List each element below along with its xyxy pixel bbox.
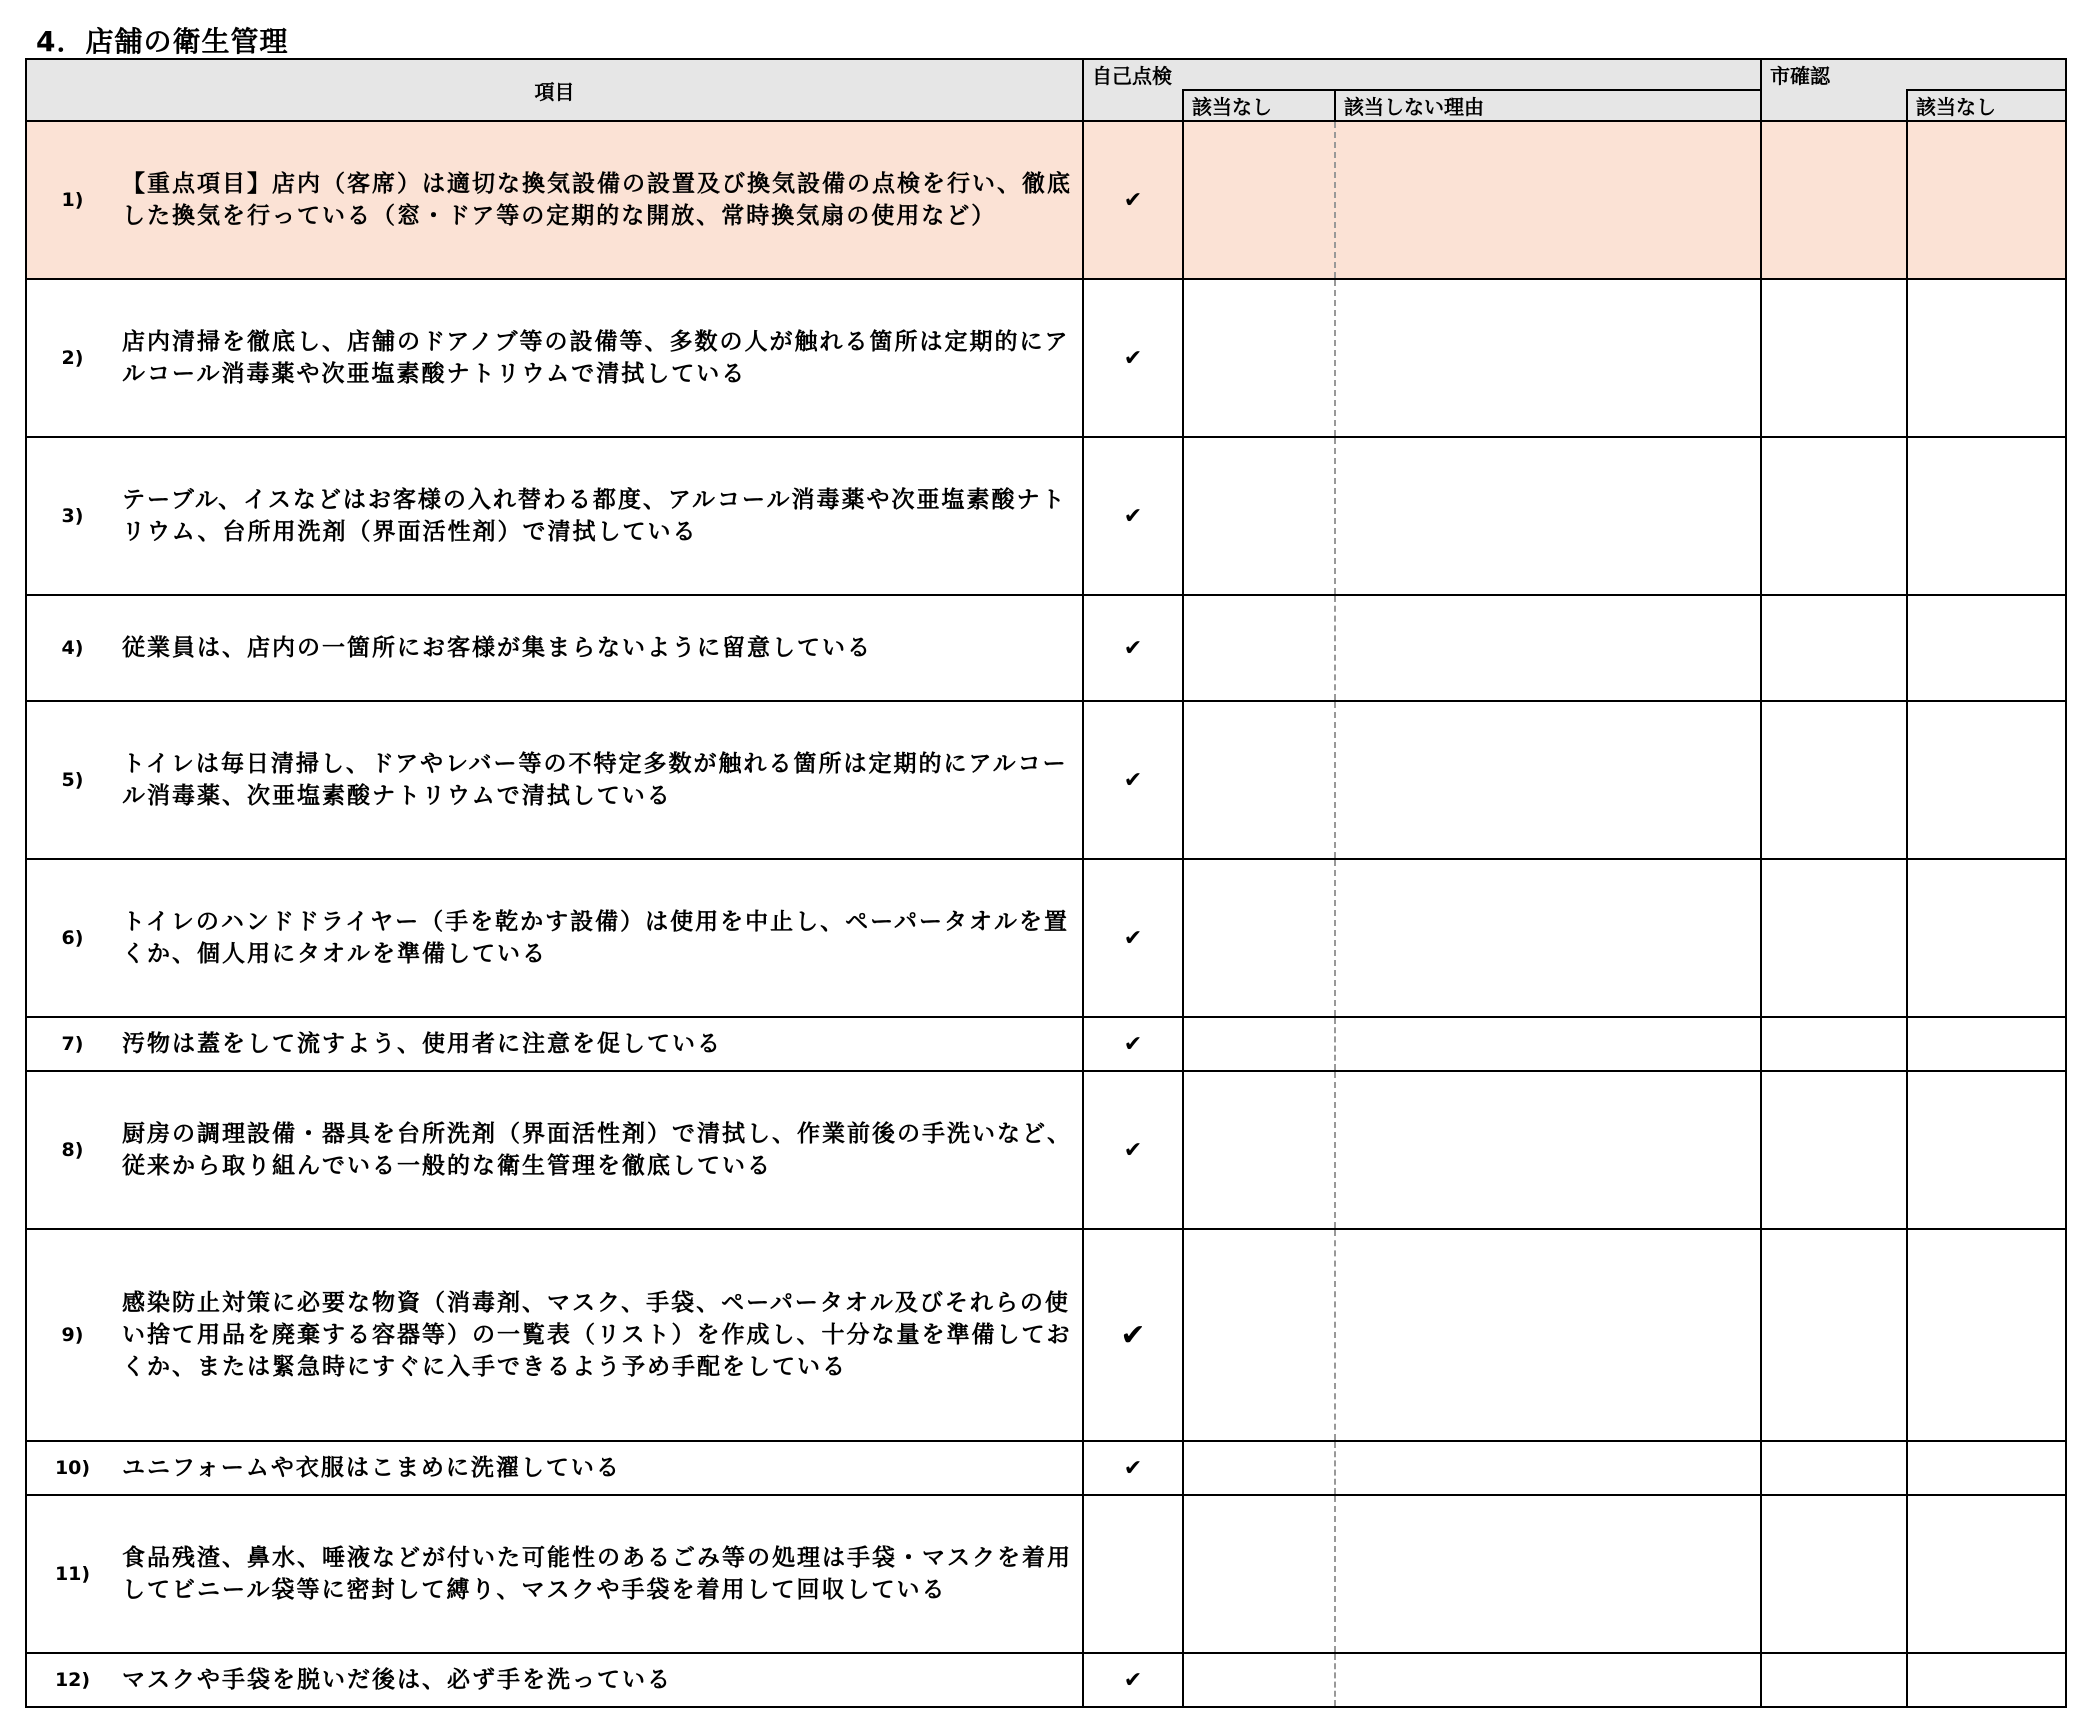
city-check-cell[interactable] xyxy=(1761,1653,1907,1707)
city-not-applicable-cell[interactable] xyxy=(1907,121,2066,279)
self-not-applicable-cell[interactable] xyxy=(1183,1071,1335,1229)
self-not-applicable-cell[interactable] xyxy=(1183,1495,1335,1653)
city-not-applicable-cell[interactable] xyxy=(1907,279,2066,437)
row-number: 5) xyxy=(26,701,118,859)
city-not-applicable-cell[interactable] xyxy=(1907,701,2066,859)
row-text: テーブル、イスなどはお客様の入れ替わる都度、アルコール消毒薬や次亜塩素酸ナトリウム、台所用洗剤（界面活性剤）で清拭している xyxy=(118,437,1083,595)
reason-cell[interactable] xyxy=(1335,437,1761,595)
city-not-applicable-cell[interactable] xyxy=(1907,1495,2066,1653)
self-check-mark[interactable]: ✔ xyxy=(1083,1071,1183,1229)
self-check-mark[interactable]: ✔ xyxy=(1083,279,1183,437)
city-not-applicable-cell[interactable] xyxy=(1907,595,2066,701)
reason-cell[interactable] xyxy=(1335,1441,1761,1495)
row-text: ユニフォームや衣服はこまめに洗濯している xyxy=(118,1441,1083,1495)
row-text: 食品残渣、鼻水、唾液などが付いた可能性のあるごみ等の処理は手袋・マスクを着用してビニール袋等に密封して縛り、マスクや手袋を着用して回収している xyxy=(118,1495,1083,1653)
reason-cell[interactable] xyxy=(1335,1017,1761,1071)
self-not-applicable-cell[interactable] xyxy=(1183,121,1335,279)
self-check-mark[interactable]: ✔ xyxy=(1083,1017,1183,1071)
self-not-applicable-cell[interactable] xyxy=(1183,1229,1335,1441)
row-text: トイレは毎日清掃し、ドアやレバー等の不特定多数が触れる箇所は定期的にアルコール消毒薬、次亜塩素酸ナトリウムで清拭している xyxy=(118,701,1083,859)
table-row xyxy=(26,437,2066,595)
self-check-mark[interactable]: ✔ xyxy=(1083,1229,1183,1441)
city-check-cell[interactable] xyxy=(1761,859,1907,1017)
header-self-not-applicable: 該当なし xyxy=(1183,90,1335,121)
row-number: 9) xyxy=(26,1229,118,1441)
self-check-mark[interactable]: ✔ xyxy=(1083,437,1183,595)
row-number: 4) xyxy=(26,595,118,701)
row-number: 11) xyxy=(26,1495,118,1653)
reason-cell[interactable] xyxy=(1335,1653,1761,1707)
table-row xyxy=(26,121,2066,279)
city-not-applicable-cell[interactable] xyxy=(1907,1653,2066,1707)
self-not-applicable-cell[interactable] xyxy=(1183,1653,1335,1707)
header-item: 項目 xyxy=(26,59,1083,121)
city-check-cell[interactable] xyxy=(1761,1495,1907,1653)
row-text: 厨房の調理設備・器具を台所洗剤（界面活性剤）で清拭し、作業前後の手洗いなど、従来から取り組んでいる一般的な衛生管理を徹底している xyxy=(118,1071,1083,1229)
self-not-applicable-cell[interactable] xyxy=(1183,701,1335,859)
header-city-blank xyxy=(1761,90,1907,121)
city-check-cell[interactable] xyxy=(1761,701,1907,859)
reason-cell[interactable] xyxy=(1335,701,1761,859)
row-number: 8) xyxy=(26,1071,118,1229)
table-row xyxy=(26,701,2066,859)
self-check-mark[interactable] xyxy=(1083,1495,1183,1653)
self-check-mark[interactable]: ✔ xyxy=(1083,1653,1183,1707)
city-not-applicable-cell[interactable] xyxy=(1907,1071,2066,1229)
self-not-applicable-cell[interactable] xyxy=(1183,1441,1335,1495)
table-row xyxy=(26,1071,2066,1229)
row-text: マスクや手袋を脱いだ後は、必ず手を洗っている xyxy=(118,1653,1083,1707)
self-check-mark[interactable]: ✔ xyxy=(1083,1441,1183,1495)
self-check-mark[interactable]: ✔ xyxy=(1083,595,1183,701)
self-check-mark[interactable]: ✔ xyxy=(1083,121,1183,279)
table-row xyxy=(26,1495,2066,1653)
reason-cell[interactable] xyxy=(1335,1495,1761,1653)
city-check-cell[interactable] xyxy=(1761,595,1907,701)
self-not-applicable-cell[interactable] xyxy=(1183,859,1335,1017)
city-check-cell[interactable] xyxy=(1761,1017,1907,1071)
city-not-applicable-cell[interactable] xyxy=(1907,1017,2066,1071)
row-text: トイレのハンドドライヤー（手を乾かす設備）は使用を中止し、ペーパータオルを置くか、個人用にタオルを準備している xyxy=(118,859,1083,1017)
self-not-applicable-cell[interactable] xyxy=(1183,437,1335,595)
table-row xyxy=(26,1441,2066,1495)
table-row xyxy=(26,1017,2066,1071)
row-number: 2) xyxy=(26,279,118,437)
hygiene-checklist-table xyxy=(25,58,2067,1708)
table-row xyxy=(26,595,2066,701)
city-not-applicable-cell[interactable] xyxy=(1907,437,2066,595)
reason-cell[interactable] xyxy=(1335,121,1761,279)
row-text: 【重点項目】店内（客席）は適切な換気設備の設置及び換気設備の点検を行い、徹底した換気を行っている（窓・ドア等の定期的な開放、常時換気扇の使用など） xyxy=(118,121,1083,279)
table-row xyxy=(26,1653,2066,1707)
self-check-mark[interactable]: ✔ xyxy=(1083,701,1183,859)
city-not-applicable-cell[interactable] xyxy=(1907,1229,2066,1441)
self-not-applicable-cell[interactable] xyxy=(1183,1017,1335,1071)
city-check-cell[interactable] xyxy=(1761,121,1907,279)
table-row xyxy=(26,859,2066,1017)
row-number: 3) xyxy=(26,437,118,595)
city-check-cell[interactable] xyxy=(1761,1229,1907,1441)
header-city-not-applicable: 該当なし xyxy=(1907,90,2066,121)
row-text: 店内清掃を徹底し、店舗のドアノブ等の設備等、多数の人が触れる箇所は定期的にアルコール消毒薬や次亜塩素酸ナトリウムで清拭している xyxy=(118,279,1083,437)
header-self-reason: 該当しない理由 xyxy=(1335,90,1761,121)
self-check-mark[interactable]: ✔ xyxy=(1083,859,1183,1017)
row-number: 6) xyxy=(26,859,118,1017)
city-check-cell[interactable] xyxy=(1761,437,1907,595)
row-number: 7) xyxy=(26,1017,118,1071)
city-check-cell[interactable] xyxy=(1761,1441,1907,1495)
reason-cell[interactable] xyxy=(1335,859,1761,1017)
row-text: 感染防止対策に必要な物資（消毒剤、マスク、手袋、ペーパータオル及びそれらの使い捨て用品を廃棄する容器等）の一覧表（リスト）を作成し、十分な量を準備しておくか、または緊急時にすぐに入手できるよう予め手配をしている xyxy=(118,1229,1083,1441)
row-text: 汚物は蓋をして流すよう、使用者に注意を促している xyxy=(118,1017,1083,1071)
reason-cell[interactable] xyxy=(1335,1229,1761,1441)
row-number: 12) xyxy=(26,1653,118,1707)
reason-cell[interactable] xyxy=(1335,279,1761,437)
row-number: 1) xyxy=(26,121,118,279)
self-not-applicable-cell[interactable] xyxy=(1183,595,1335,701)
city-not-applicable-cell[interactable] xyxy=(1907,859,2066,1017)
section-title: 4．店舗の衛生管理 xyxy=(36,25,289,58)
header-city-check: 市確認 xyxy=(1761,59,2066,90)
header-self-blank xyxy=(1083,90,1183,121)
row-number: 10) xyxy=(26,1441,118,1495)
row-text: 従業員は、店内の一箇所にお客様が集まらないように留意している xyxy=(118,595,1083,701)
self-not-applicable-cell[interactable] xyxy=(1183,279,1335,437)
reason-cell[interactable] xyxy=(1335,1071,1761,1229)
table-row xyxy=(26,279,2066,437)
city-check-cell[interactable] xyxy=(1761,1071,1907,1229)
table-row xyxy=(26,1229,2066,1441)
header-self-check: 自己点検 xyxy=(1083,59,1761,90)
city-not-applicable-cell[interactable] xyxy=(1907,1441,2066,1495)
reason-cell[interactable] xyxy=(1335,595,1761,701)
city-check-cell[interactable] xyxy=(1761,279,1907,437)
